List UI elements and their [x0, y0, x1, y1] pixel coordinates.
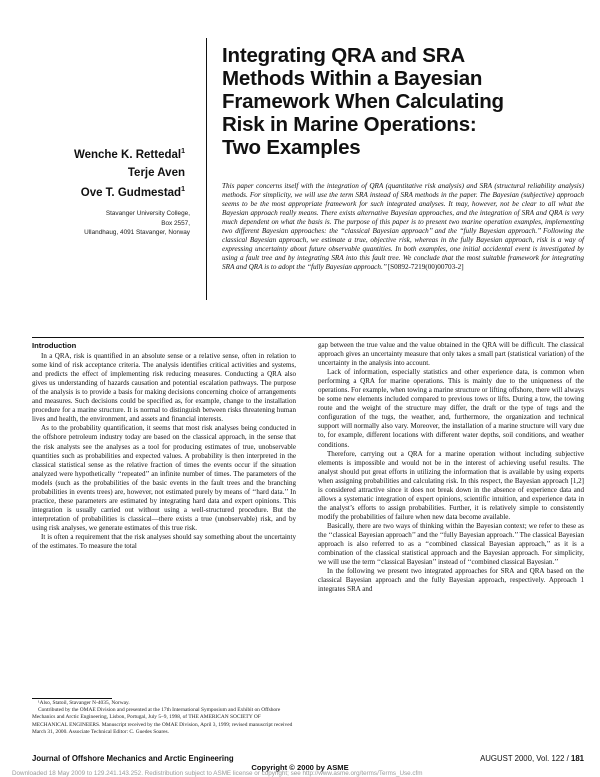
footnote: ¹Also, Statoil, Stavanger N-4035, Norway.	[38, 700, 130, 706]
copyright-notice: Copyright © 2000 by ASME	[251, 763, 349, 772]
body-paragraph: In a QRA, risk is quantified in an absolute sense or a relative sense, often in relation to some kind of risk acceptance criteria. The analysis identifies critical activities and systems, and predicts the effect of implementing risk reducing measures. Conducting a QRA also gives us understanding of hazards causation and potential escalation pathways. The purpose of the analysis is to provide a basis for making decisions concerning choice of arrangements and measures. Such decisions could be specified as, for example, change to the installation procedure for a marine structure. It is normal to distinguish between risks threatening human lives and health, the environment, and assets and financial interests.	[32, 352, 296, 424]
footnote-rule	[32, 698, 112, 699]
title-line: Methods Within a Bayesian	[222, 67, 483, 90]
download-notice: Downloaded 18 May 2009 to 129.241.143.252. Redistribution subject to ASME license or copyright; see http://www.asme.org/terms/Terms_Use.cfm	[12, 770, 423, 777]
author-rettedal	[74, 148, 185, 161]
title-divider-rule	[206, 38, 207, 300]
journal-name: Journal of Offshore Mechanics and Arctic Engineering	[32, 754, 234, 763]
title-line: Integrating QRA and SRA	[222, 44, 465, 67]
abstract-code: [S0892-7219(00)00703-2]	[387, 263, 464, 272]
author-footnote-mark: 1	[181, 148, 185, 155]
author-name: Ove T. Gudmestad	[80, 186, 182, 199]
issue-info	[480, 754, 584, 763]
body-paragraph: Basically, there are two ways of thinking within the Bayesian context; we refer to these as the ‘‘classical Bayesian approach’’ and the ‘‘fully Bayesian approach.’’ The classical Bayesian approach is also referred to as a ‘‘combined classical Bayesian approach,’’ as it is a combination of the classical statistical approach and the Bayesian approach. For simplicity, we will use the term ‘‘classical Bayesian’’ instead of ‘‘combined classical Bayesian.’’	[318, 521, 584, 567]
affiliation-line: Stavanger University College,	[105, 210, 190, 217]
page-number: 181	[570, 754, 584, 763]
title-line: Risk in Marine Operations:	[222, 113, 477, 136]
paper-title	[222, 44, 582, 159]
abstract-text: This paper concerns itself with the integration of QRA (quantitative risk analysis) and SRA (structural reliability analysis) methods. For simplicity, we will use the term SRA instead of SRA methods in the paper. The Bayesian (subjective) approach seems to be the most appropriate framework for such integrated analyses. It may, however, not be clear to all what the Bayesian approach really means. There exists alternative Bayesian approaches, and the integration of SRA and QRA is very much dependent on what the basis is. The purpose of this paper is to present two marine operation examples, implementing two different Bayesian approaches: the ‘‘classical Bayesian approach’’ and the ‘‘fully Bayesian approach.’’ Following the classical Bayesian approach, we estimate a true, objective risk, whereas in the fully Bayesian approach, risk is a way of expressing uncertainty about future observable quantities. In both examples, one initial accidental event is investigated by using a fault tree and by integrating SRA into this fault tree. We conclude that the most suitable framework for integrating SRA and QRA is to adopt the ‘‘fully Bayesian approach.’’	[222, 182, 584, 272]
author-aven	[128, 167, 185, 179]
issue-separator: /	[566, 754, 569, 763]
body-paragraph: In the following we present two integrated approaches for SRA and QRA based on the classical Bayesian approach and the fully Bayesian approach, respectively. Approach 1 integrates SRA and	[318, 567, 584, 594]
author-affiliation	[70, 209, 190, 238]
affiliation-line: Ullandhaug, 4091 Stavanger, Norway	[84, 229, 190, 237]
abstract	[222, 182, 584, 272]
footnote: Contributed by the OMAE Division and presented at the 17th International Symposium and Exhibit on Offshore Mechanics and Arctic Engineering, Lisbon, Portugal, July 5–9, 1998, of THE AMERICAN SOCIETY OF MECHANICAL ENGINEERS. Manuscript received by the OMAE Division, April 3, 1999; revised manuscript received March 31, 2000. Associate Technical Editor: C. Guedes Soares.	[32, 707, 293, 735]
issue-date-volume: AUGUST 2000, Vol. 122	[480, 754, 565, 763]
affiliation-line: Box 2557,	[161, 219, 190, 227]
body-paragraph: Lack of information, especially statistics and other experience data, is common when performing a QRA for marine operations. This is mainly due to the uniqueness of the operations. For example, when towing a marine structure or lifting offshore, there will always be some new elements included compared to previous tows or lifts. During a tow, the towing route and the weight of the structure may differ, the draft or the type of tugs and the configuration of the tugs, the weather, and, furthermore, the organization and technical support will normally also vary. Moreover, the installation of a marine structure will vary due to, for example, different locations with different water depths, soil conditions, and weather conditions.	[318, 368, 584, 449]
author-footnote-mark: 1	[181, 186, 185, 193]
body-paragraph: As to the probability quantification, it seems that most risk analyses being conducted in the offshore petroleum industry today are based on the classical approach, in the sense that the risk analysts see the analyses as a tool for producing estimates of true, unobservable quantities such as probabilities and expected values. A probability is then interpreted in the classical statistical sense as the relative fraction of times the events occur if the situation analyzed were hypothetically ‘‘repeated’’ an infinite number of times. The parameters of the models (such as the probabilities of the basic events in the fault trees and the branching probabilities in events trees) are, however, not estimated purely by means of ‘‘hard data.’’ In practice, these parameters are estimated by integrating hard data and expert opinions. This integration is usually carried out without using a well-structured procedure. But the interpretation of probabilities is classical—there exists a true (unobservable) risk, and by using risk analyses, we generate estimates of this true risk.	[32, 424, 296, 532]
author-gudmestad	[81, 186, 185, 199]
header-separator-rule	[32, 337, 584, 338]
body-paragraph: It is often a requirement that the risk analyses should say something about the uncertainty of the estimates. To measure the total	[32, 532, 296, 551]
body-column-left	[32, 341, 296, 551]
title-line: Two Examples	[222, 136, 361, 159]
body-paragraph: Therefore, carrying out a QRA for a marine operation without including subjective elements is impossible and would not be in the interest of achieving useful results. The analyst should put great efforts in utilizing the information that is available by using experts when assigning probabilities and calculating risk. In this respect, the Bayesian approach [1,2] is considered attractive since it does not break down in the absence of experience data and allows a systematic integration of expert opinions, scientific intuition, and experience data in the analyst’s efforts to assign probabilities. Further, it is relatively simple to consistently modify the probabilities of failure when new data become available.	[318, 449, 584, 521]
footnotes	[32, 700, 296, 736]
body-paragraph: gap between the true value and the value obtained in the QRA will be difficult. The classical approach gives an uncertainty measure that only takes a small part (statistical variation) of the uncertainty in the analysis into account.	[318, 341, 584, 368]
author-name: Wenche K. Rettedal	[73, 148, 182, 161]
body-column-right	[318, 341, 584, 594]
section-heading-introduction: Introduction	[32, 341, 77, 350]
author-name: Terje Aven	[127, 167, 185, 179]
title-line: Framework When Calculating	[222, 90, 504, 113]
